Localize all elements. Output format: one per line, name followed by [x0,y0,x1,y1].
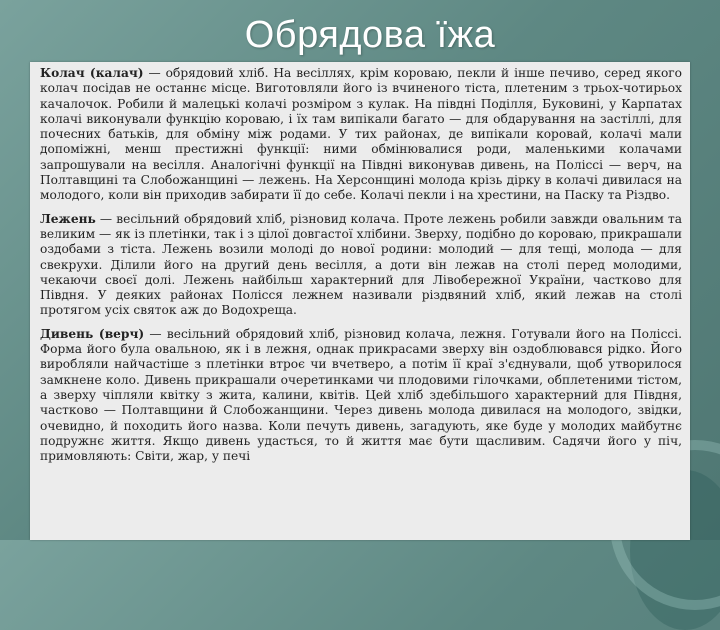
slide-title: Обрядова їжа [244,14,496,56]
paragraph-dyven [40,327,682,465]
paragraph-kolach [40,66,682,204]
paragraph-lezhen [40,212,682,319]
definition-kolach: — обрядовий хліб. На весіллях, крім короваю, пекли й інше печиво, серед якого колач посідав не останнє місце. Виготовляли його із вчиненого тіста, плетеним з трьох-чотирьох качалочок. Робили й малецькі колачі розміром з кулак. На півдні Поділля, Буковині, у Карпатах колачі виконували функцію короваю, і їх там випікали багато — для обдарування на застіллі, для почесних батьків, для обміну між родами. У тих районах, де випікали коровай, колачі мали допоміжні, менш престижні функції: ними обмінювалися роди, маленькими колачами запрошували на весілля. Аналогічні функції на Півдні виконував дивень, на Поліссі — верч, на Полтавщині та Слобожанщині — лежень. На Херсонщині молода крізь дірку в колачі дивилася на молодого, коли він приходив забирати її до себе. Колачі пекли і на хрестини, на Паску та Різдво. [40,66,682,203]
term-dyven: Дивень (верч) [40,326,145,341]
term-lezhen: Лежень [40,211,96,226]
definition-lezhen: — весільний обрядовий хліб, різновид колача. Проте лежень робили завжди овальним та великим — як із плетінки, так і з цілої довгастої хлібини. Зверху, подібно до короваю, прикрашали оздобами з тіста. Лежень возили молоді до нової родини: молодий — для тещі, молода — для свекрухи. Ділили його на другий день весілля, а доти він лежав на столі перед молодими, чекаючи своєї долі. Лежень найбільш характерний для Лівобережної України, частково для Півдня. У деяких районах Полісся лежнем називали різдвяний хліб, який лежав на столі протягом усіх святок аж до Водохреща. [40,211,682,318]
scanned-page [30,62,690,540]
term-kolach: Колач (калач) [40,66,144,80]
page-text [30,62,690,464]
definition-dyven: — весільний обрядовий хліб, різновид колача, лежня. Готували його на Поліссі. Форма його була овальною, як і в лежня, однак прикрасами зверху він оздоблювався рідко. Його виробляли найчастіше з плетінки втроє чи вчетверо, а потім її краї з'єднували, щоб утворилося замкнене коло. Дивень прикрашали очеретинками чи плодовими гілочками, обплетеними тістом, а зверху чіпляли квітку з жита, калини, квітів. Цей хліб здебільшого характерний для Півдня, частково — Полтавщини й Слобожанщини. Через дивень молода дивилася на молодого, звідки, очевидно, й походить його назва. Коли печуть дивень, загадують, яке буде у молодих майбутнє подружнє життя. Якщо дивень удасться, то й життя має бути щасливим. Садячи його у піч, примовляють: Світи, жар, у печі [40,326,682,464]
